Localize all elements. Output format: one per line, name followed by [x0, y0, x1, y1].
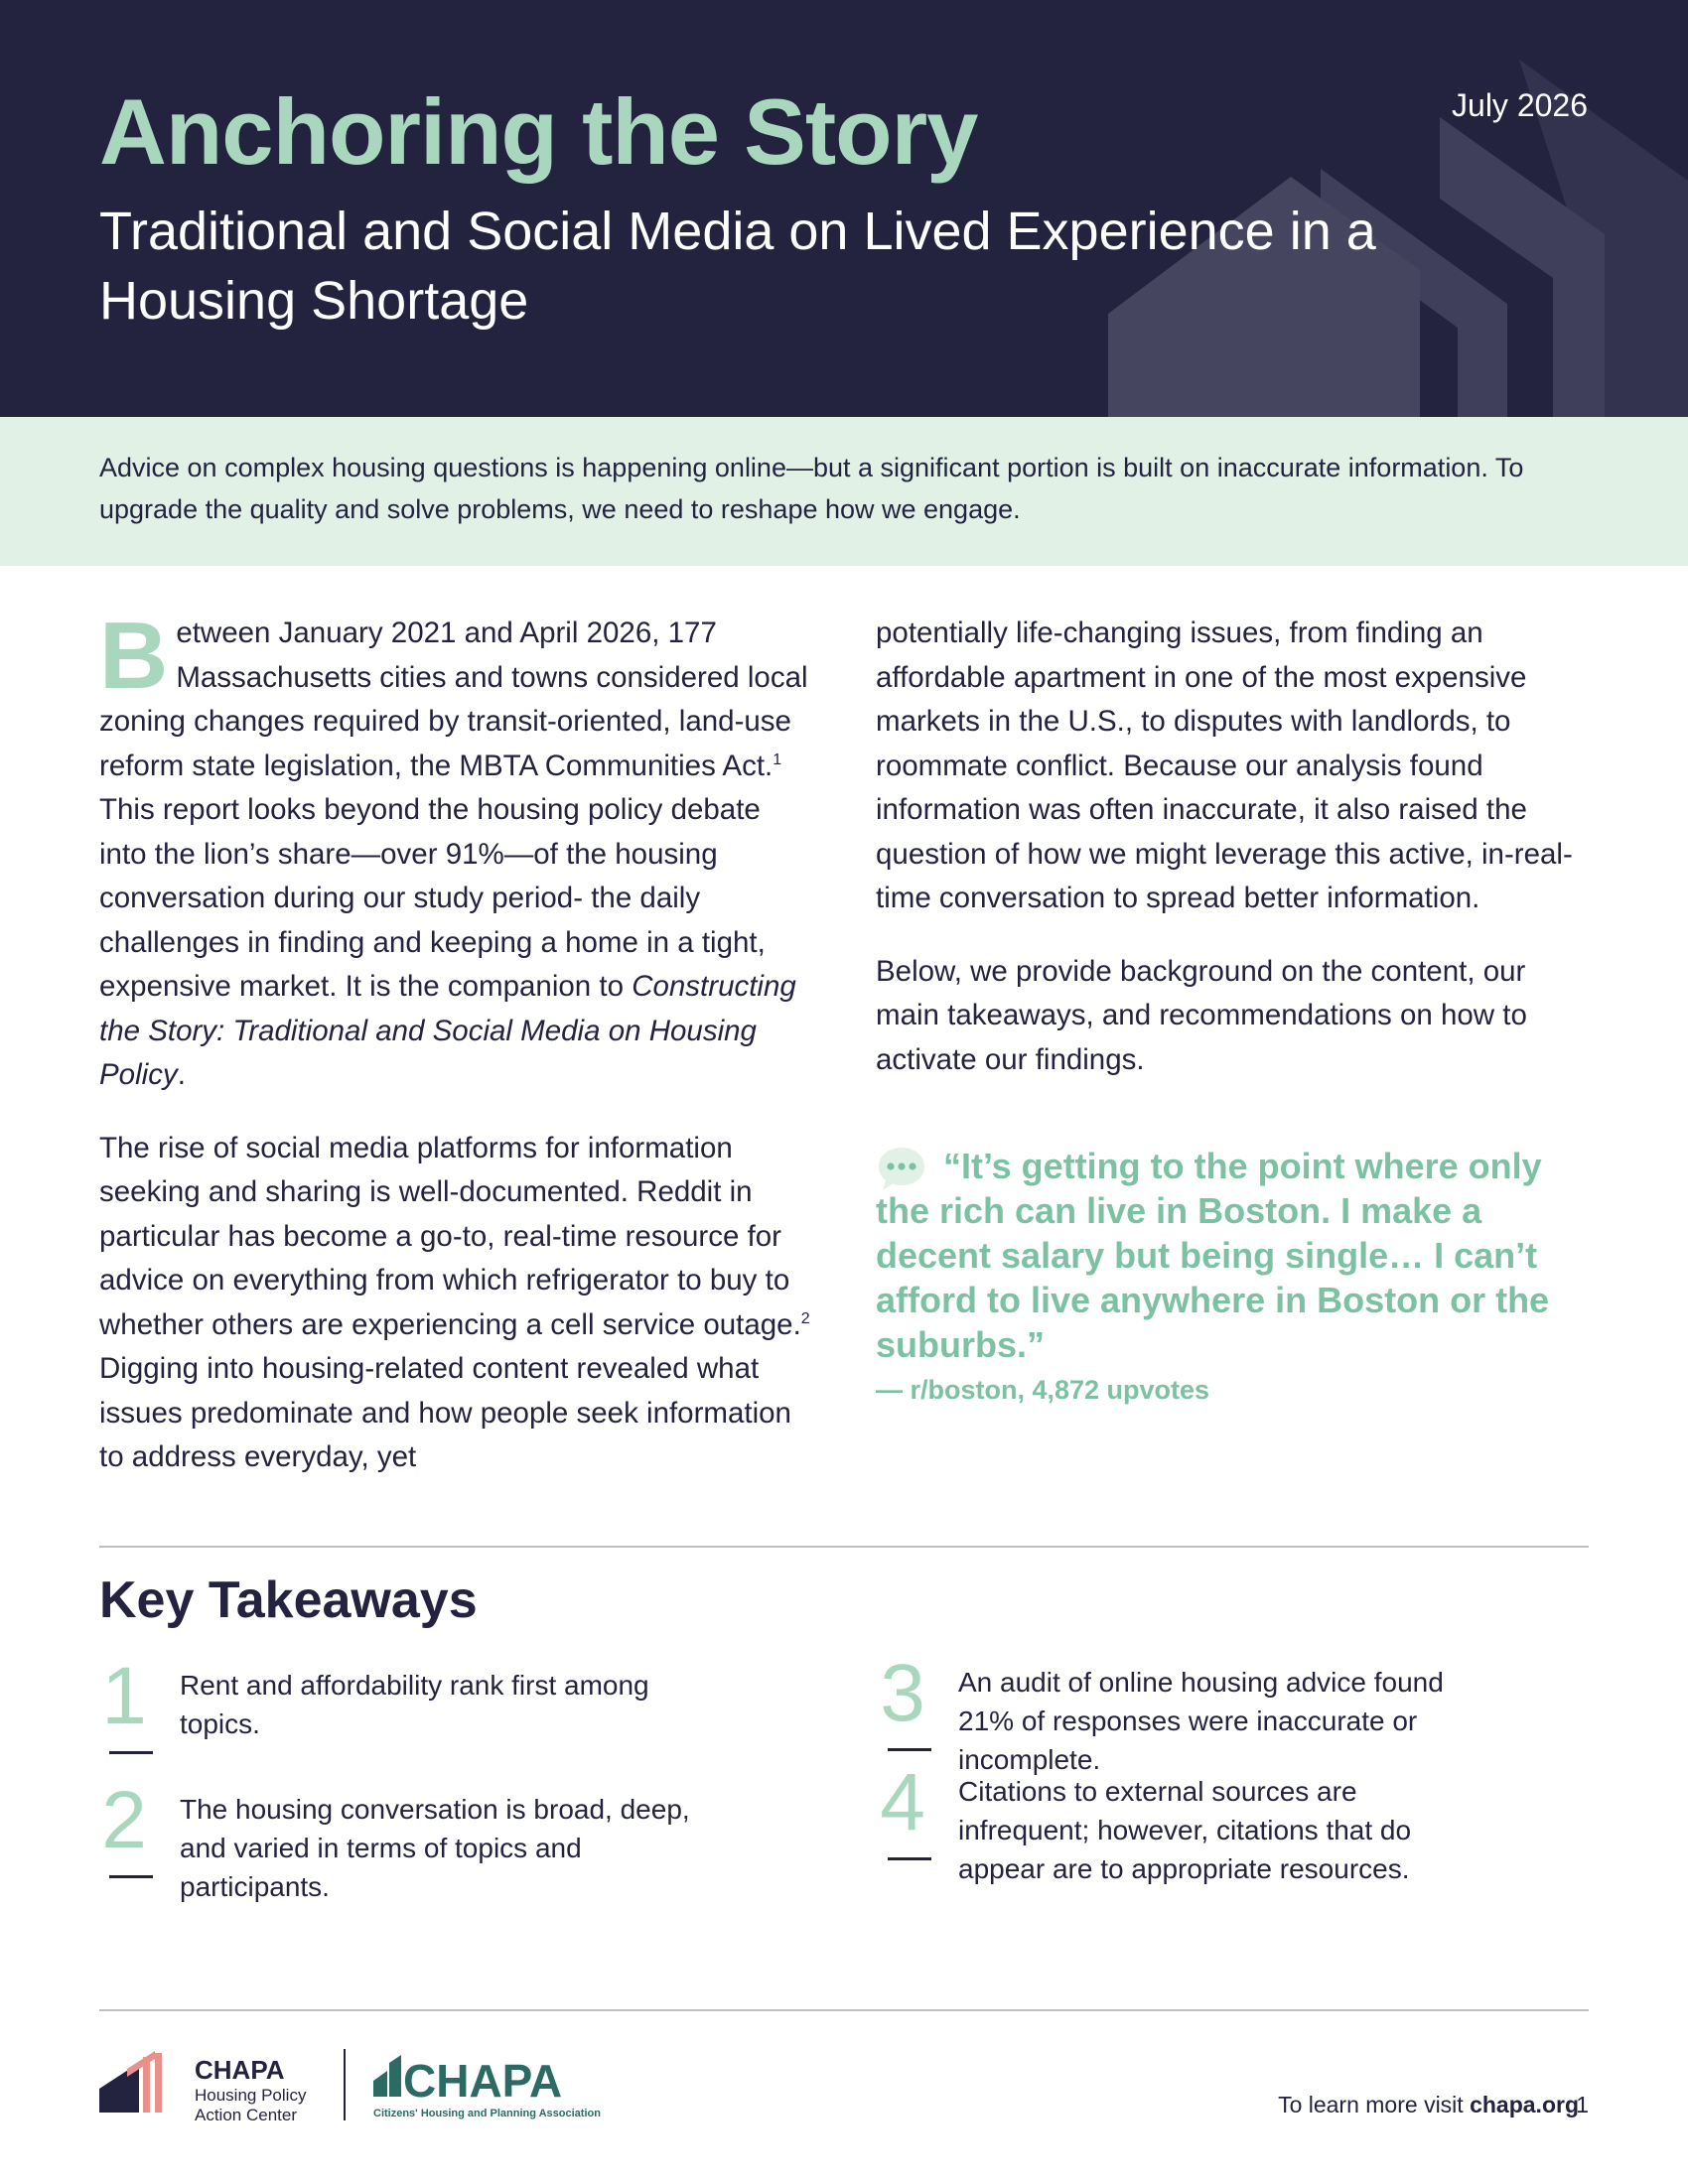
page-number: 1	[1576, 2092, 1589, 2117]
chapa-logo-name: CHAPA	[403, 2055, 563, 2107]
footer-link-prefix: To learn more visit	[1278, 2092, 1471, 2117]
body-text: etween January 2021 and April 2026, 177 Massachusetts cities and towns considered local zoning changes required by transit-oriented, land-use reform state legislation, the MBTA Communities Act.	[99, 616, 808, 782]
chapa-logo-mark	[373, 2055, 401, 2097]
body-text: This report looks beyond the housing policy debate into the lion’s share—over 91%—of the housing conversation during our study period- the daily challenges in finding and keeping a home in a tight, expensive market. It is the companion to	[99, 793, 766, 1003]
takeaway-text: Rent and affordability rank first among topics.	[180, 1670, 649, 1739]
body-text: The rise of social media platforms for information seeking and sharing is well-documented. Reddit in particular has become a go-to, real-time resource for advice on everything from which refrigerator to buy to whether others are experiencing a cell service outage.	[99, 1131, 801, 1341]
takeaway-text: An audit of online housing advice found 21% of responses were inaccurate or incomplete.	[958, 1667, 1444, 1775]
footnote-ref-1[interactable]: 1	[773, 751, 782, 768]
chapa-hpac-logo-mark	[99, 2051, 179, 2113]
body-column-right	[876, 612, 1591, 1111]
chapa-logo-sub: Citizens' Housing and Planning Association	[373, 2108, 601, 2119]
page-title: Anchoring the Story	[99, 79, 978, 184]
logo-separator	[344, 2049, 346, 2120]
footer-divider	[99, 2009, 1589, 2011]
intro-text: Advice on complex housing questions is happening online—but a significant portion is built on inaccurate information. To upgrade the quality and solve problems, we need to reshape how we engage.	[99, 453, 1524, 524]
companion-report-title: Constructing the Story: Traditional and Social Media on Housing Policy	[99, 970, 796, 1091]
takeaway-number-underline	[109, 1875, 153, 1878]
body-column-left	[99, 603, 814, 1509]
hpac-logo-sub2: Action Center	[195, 2106, 297, 2124]
header-banner	[0, 0, 1688, 417]
intro-band	[0, 417, 1688, 566]
chat-bubble-icon	[876, 1144, 927, 1195]
body-paragraph-2	[99, 1127, 814, 1480]
publication-date: July 2026	[1452, 87, 1588, 123]
takeaway-number-underline	[109, 1751, 153, 1754]
chapa-website-link[interactable]: chapa.org	[1470, 2092, 1579, 2117]
section-divider	[99, 1546, 1589, 1548]
body-paragraph-4: Below, we provide background on the content, our main takeaways, and recommendations on how to activate our findings.	[876, 954, 1527, 1076]
body-paragraph-3: potentially life-changing issues, from finding an affordable apartment in one of the most expensive markets in the U.S., to disputes with landlords, to roommate conflict. Because our analysis found information was often inaccurate, it also raised the question of how we might leverage this active, in-real-time conversation to spread better information.	[876, 616, 1573, 914]
hpac-logo-sub1: Housing Policy	[195, 2086, 307, 2105]
pull-quote	[876, 1144, 1591, 1406]
footer-learn-more	[1278, 2092, 1579, 2118]
takeaway-number: 3	[880, 1648, 925, 1738]
takeaway-number: 1	[101, 1651, 147, 1741]
body-paragraph-1	[99, 603, 814, 1098]
takeaway-text: The housing conversation is broad, deep, and varied in terms of topics and participants.	[180, 1794, 690, 1902]
dropcap: B	[99, 603, 169, 709]
footnote-ref-2[interactable]: 2	[800, 1309, 810, 1327]
quote-text: “It’s getting to the point where only the rich can live in Boston. I make a decent salary but being single… I can’t afford to live anywhere in Boston or the suburbs.”	[876, 1146, 1550, 1365]
body-text: Digging into housing-related content revealed what issues predominate and how people seek information to address everyday, yet	[99, 1352, 791, 1473]
takeaway-number-underline	[888, 1748, 931, 1751]
takeaway-text: Citations to external sources are infrequent; however, citations that do appear are to appropriate resources.	[958, 1776, 1412, 1884]
footer-logos	[99, 2045, 655, 2124]
takeaway-number: 2	[101, 1775, 147, 1865]
takeaway-number-underline	[888, 1857, 931, 1860]
quote-source: — r/boston, 4,872 upvotes	[876, 1375, 1210, 1405]
body-text: .	[177, 1058, 186, 1091]
takeaway-number: 4	[880, 1757, 925, 1847]
hpac-logo-name: CHAPA	[195, 2055, 285, 2085]
key-takeaways-heading: Key Takeaways	[99, 1571, 478, 1629]
page-subtitle: Traditional and Social Media on Lived Experience in a Housing Shortage	[99, 202, 1376, 331]
